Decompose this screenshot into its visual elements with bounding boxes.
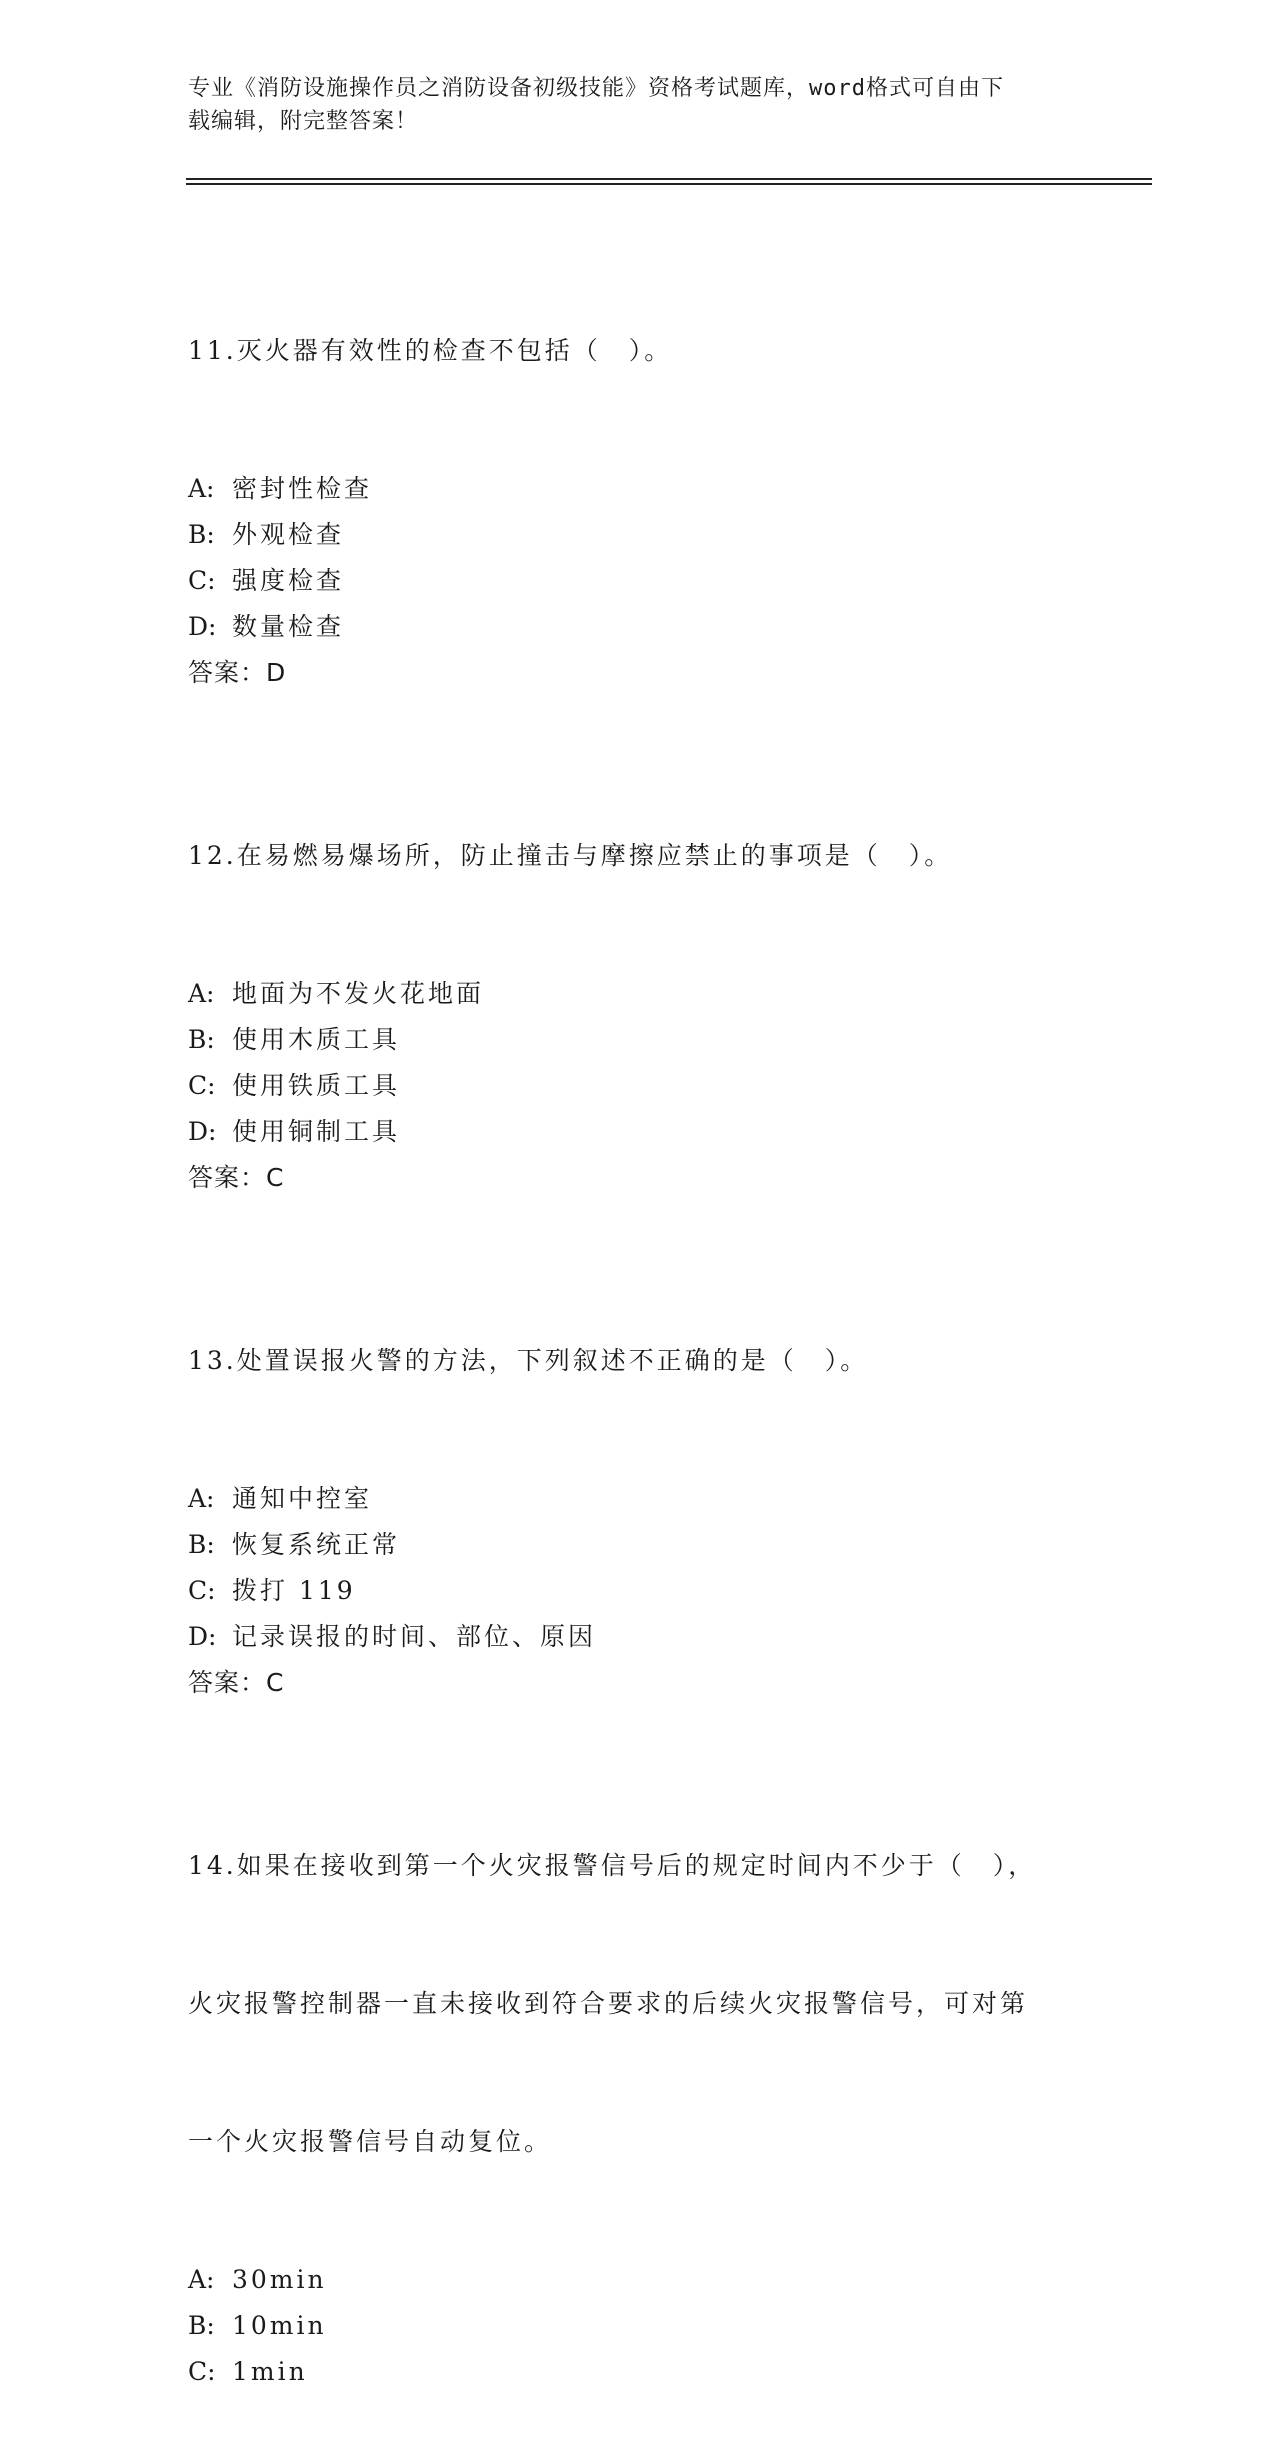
option-key: C: xyxy=(188,1576,216,1605)
question-stem-line: 14.如果在接收到第一个火灾报警信号后的规定时间内不少于（ ）， xyxy=(188,1851,1037,1880)
option-c xyxy=(188,2349,1088,2395)
option-key: B: xyxy=(188,1025,215,1054)
question-12 xyxy=(188,741,1088,1201)
option-text: 使用铁质工具 xyxy=(232,1071,401,1100)
option-d xyxy=(188,1109,1088,1155)
option-c xyxy=(188,1063,1088,1109)
question-stem-line: 11.灭火器有效性的检查不包括（ ）。 xyxy=(188,336,673,365)
header-divider-bottom xyxy=(186,183,1152,185)
option-key: A: xyxy=(188,2265,215,2294)
option-text: 使用铜制工具 xyxy=(232,1117,401,1146)
question-list xyxy=(188,236,1088,2440)
question-stem xyxy=(188,741,1088,971)
option-text: 记录误报的时间、部位、原因 xyxy=(232,1622,597,1651)
option-text: 数量检查 xyxy=(232,612,345,641)
header-line-1: 专业《消防设施操作员之消防设备初级技能》资格考试题库，word格式可自由下 xyxy=(188,76,1004,101)
answer: 答案：D xyxy=(188,658,287,687)
option-b xyxy=(188,512,1088,558)
question-stem xyxy=(188,1751,1088,2257)
option-text: 外观检查 xyxy=(232,520,345,549)
question-stem-line: 火灾报警控制器一直未接收到符合要求的后续火灾报警信号，可对第 xyxy=(188,1989,1029,2018)
option-text: 拨打 119 xyxy=(232,1576,356,1605)
option-a xyxy=(188,466,1088,512)
option-key: B: xyxy=(188,2311,215,2340)
option-text: 强度检查 xyxy=(232,566,345,595)
question-stem-line: 12.在易燃易爆场所，防止撞击与摩擦应禁止的事项是（ ）。 xyxy=(188,841,953,870)
option-key: B: xyxy=(188,520,215,549)
header-divider-top xyxy=(186,178,1152,180)
option-text: 1min xyxy=(232,2357,308,2386)
option-text: 使用木质工具 xyxy=(232,1025,401,1054)
option-a xyxy=(188,2257,1088,2303)
question-11 xyxy=(188,236,1088,696)
question-stem-line: 一个火灾报警信号自动复位。 xyxy=(188,2127,553,2156)
option-c xyxy=(188,558,1088,604)
question-stem xyxy=(188,1246,1088,1476)
option-key: A: xyxy=(188,474,215,503)
option-b xyxy=(188,1522,1088,1568)
answer: 答案：C xyxy=(188,1668,285,1697)
question-stem xyxy=(188,236,1088,466)
option-text: 恢复系统正常 xyxy=(232,1530,401,1559)
option-c xyxy=(188,1568,1088,1614)
option-key: C: xyxy=(188,1071,216,1100)
header-line-2: 载编辑，附完整答案！ xyxy=(188,109,419,134)
option-key: C: xyxy=(188,2357,216,2386)
question-13 xyxy=(188,1246,1088,1706)
option-text: 密封性检查 xyxy=(232,474,373,503)
question-stem-line: 13.处置误报火警的方法，下列叙述不正确的是（ ）。 xyxy=(188,1346,869,1375)
option-d xyxy=(188,1614,1088,1660)
option-text: 通知中控室 xyxy=(232,1484,373,1513)
option-d xyxy=(188,604,1088,650)
option-a xyxy=(188,971,1088,1017)
answer: 答案：C xyxy=(188,1163,285,1192)
option-b xyxy=(188,1017,1088,1063)
option-key: D: xyxy=(188,612,217,641)
option-key: B: xyxy=(188,1530,215,1559)
option-key: C: xyxy=(188,566,216,595)
question-14 xyxy=(188,1751,1088,2395)
option-key: D: xyxy=(188,1622,217,1651)
option-text: 地面为不发火花地面 xyxy=(232,979,485,1008)
option-key: A: xyxy=(188,979,215,1008)
option-text: 30min xyxy=(232,2265,327,2294)
option-b xyxy=(188,2303,1088,2349)
option-a xyxy=(188,1476,1088,1522)
option-text: 10min xyxy=(232,2311,327,2340)
option-key: A: xyxy=(188,1484,215,1513)
document-header xyxy=(188,72,1068,138)
option-key: D: xyxy=(188,1117,217,1146)
